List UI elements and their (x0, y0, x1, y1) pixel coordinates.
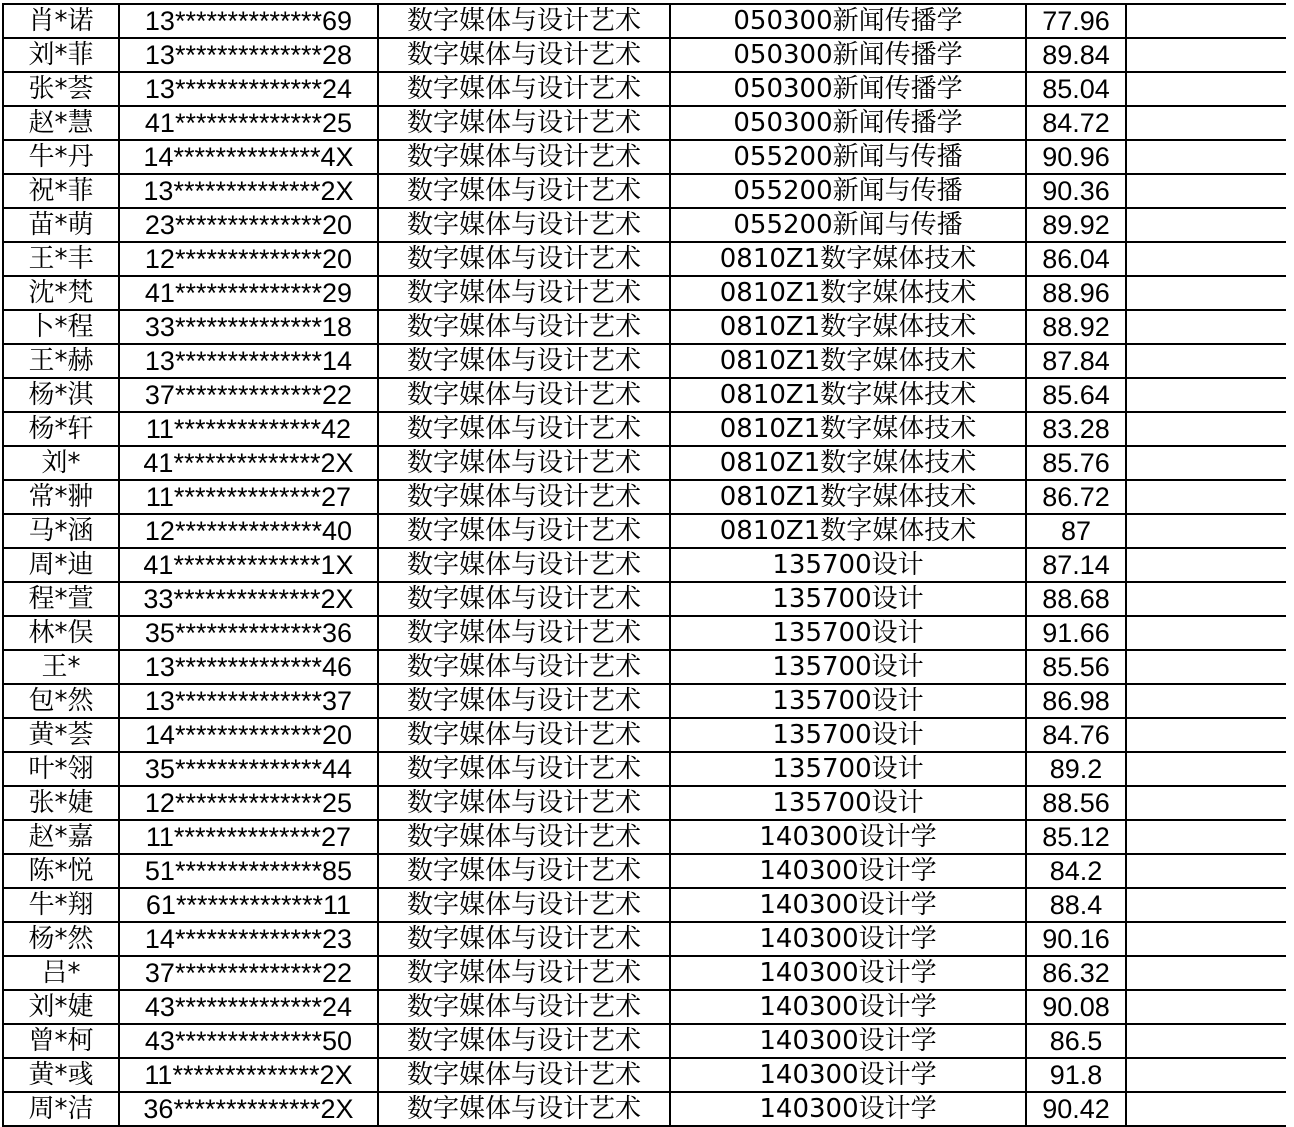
table-row (3, 548, 1286, 582)
id-number-cell: 33**************2X (119, 582, 378, 616)
student-name-cell: 程*萱 (3, 582, 119, 616)
score-cell: 86.5 (1026, 1024, 1126, 1058)
student-name-cell: 周*洁 (3, 1092, 119, 1126)
table-row (3, 310, 1286, 344)
score-cell: 88.96 (1026, 276, 1126, 310)
major-cell: 140300设计学 (670, 956, 1026, 990)
empty-cell (1126, 752, 1286, 786)
empty-cell (1126, 616, 1286, 650)
major-cell: 135700设计 (670, 718, 1026, 752)
table-row (3, 684, 1286, 718)
major-cell: 0810Z1数字媒体技术 (670, 412, 1026, 446)
empty-cell (1126, 446, 1286, 480)
empty-cell (1126, 582, 1286, 616)
score-cell: 85.64 (1026, 378, 1126, 412)
id-number-cell: 23**************20 (119, 208, 378, 242)
table-row (3, 718, 1286, 752)
major-cell: 135700设计 (670, 684, 1026, 718)
student-name-cell: 张*荟 (3, 72, 119, 106)
score-cell: 86.72 (1026, 480, 1126, 514)
table-row (3, 514, 1286, 548)
score-cell: 88.68 (1026, 582, 1126, 616)
student-name-cell: 张*婕 (3, 786, 119, 820)
table-row (3, 956, 1286, 990)
score-cell: 86.32 (1026, 956, 1126, 990)
empty-cell (1126, 378, 1286, 412)
major-cell: 140300设计学 (670, 820, 1026, 854)
empty-cell (1126, 990, 1286, 1024)
table-row (3, 174, 1286, 208)
table-row (3, 446, 1286, 480)
college-cell: 数字媒体与设计艺术 (378, 378, 670, 412)
table-body (3, 4, 1286, 1126)
major-cell: 0810Z1数字媒体技术 (670, 480, 1026, 514)
table-row (3, 752, 1286, 786)
student-name-cell: 卜*程 (3, 310, 119, 344)
major-cell: 0810Z1数字媒体技术 (670, 446, 1026, 480)
table-row (3, 242, 1286, 276)
score-cell: 91.66 (1026, 616, 1126, 650)
student-name-cell: 杨*淇 (3, 378, 119, 412)
id-number-cell: 11**************27 (119, 820, 378, 854)
table-row (3, 820, 1286, 854)
major-cell: 140300设计学 (670, 922, 1026, 956)
empty-cell (1126, 922, 1286, 956)
college-cell: 数字媒体与设计艺术 (378, 480, 670, 514)
student-name-cell: 赵*嘉 (3, 820, 119, 854)
score-cell: 90.08 (1026, 990, 1126, 1024)
id-number-cell: 12**************40 (119, 514, 378, 548)
student-name-cell: 赵*慧 (3, 106, 119, 140)
score-cell: 89.84 (1026, 38, 1126, 72)
empty-cell (1126, 718, 1286, 752)
id-number-cell: 35**************36 (119, 616, 378, 650)
empty-cell (1126, 38, 1286, 72)
college-cell: 数字媒体与设计艺术 (378, 140, 670, 174)
table-row (3, 412, 1286, 446)
table-row (3, 480, 1286, 514)
student-name-cell: 杨*轩 (3, 412, 119, 446)
id-number-cell: 13**************28 (119, 38, 378, 72)
empty-cell (1126, 140, 1286, 174)
college-cell: 数字媒体与设计艺术 (378, 514, 670, 548)
id-number-cell: 37**************22 (119, 956, 378, 990)
empty-cell (1126, 276, 1286, 310)
major-cell: 140300设计学 (670, 1092, 1026, 1126)
student-name-cell: 沈*梵 (3, 276, 119, 310)
table-row (3, 888, 1286, 922)
empty-cell (1126, 820, 1286, 854)
empty-cell (1126, 650, 1286, 684)
college-cell: 数字媒体与设计艺术 (378, 990, 670, 1024)
student-name-cell: 常*翀 (3, 480, 119, 514)
college-cell: 数字媒体与设计艺术 (378, 208, 670, 242)
id-number-cell: 33**************18 (119, 310, 378, 344)
college-cell: 数字媒体与设计艺术 (378, 412, 670, 446)
score-cell: 89.2 (1026, 752, 1126, 786)
major-cell: 055200新闻与传播 (670, 174, 1026, 208)
empty-cell (1126, 480, 1286, 514)
score-cell: 90.16 (1026, 922, 1126, 956)
score-cell: 88.92 (1026, 310, 1126, 344)
id-number-cell: 36**************2X (119, 1092, 378, 1126)
college-cell: 数字媒体与设计艺术 (378, 650, 670, 684)
table-row (3, 854, 1286, 888)
table-row (3, 922, 1286, 956)
score-cell: 87 (1026, 514, 1126, 548)
empty-cell (1126, 548, 1286, 582)
score-cell: 85.76 (1026, 446, 1126, 480)
major-cell: 050300新闻传播学 (670, 4, 1026, 38)
college-cell: 数字媒体与设计艺术 (378, 1058, 670, 1092)
major-cell: 055200新闻与传播 (670, 208, 1026, 242)
college-cell: 数字媒体与设计艺术 (378, 786, 670, 820)
score-cell: 90.96 (1026, 140, 1126, 174)
id-number-cell: 14**************20 (119, 718, 378, 752)
college-cell: 数字媒体与设计艺术 (378, 276, 670, 310)
student-name-cell: 王*丰 (3, 242, 119, 276)
student-name-cell: 吕* (3, 956, 119, 990)
table-row (3, 582, 1286, 616)
major-cell: 135700设计 (670, 650, 1026, 684)
id-number-cell: 14**************4X (119, 140, 378, 174)
id-number-cell: 13**************37 (119, 684, 378, 718)
empty-cell (1126, 786, 1286, 820)
score-cell: 85.04 (1026, 72, 1126, 106)
table-row (3, 1092, 1286, 1126)
student-name-cell: 包*然 (3, 684, 119, 718)
major-cell: 135700设计 (670, 616, 1026, 650)
major-cell: 0810Z1数字媒体技术 (670, 378, 1026, 412)
empty-cell (1126, 106, 1286, 140)
college-cell: 数字媒体与设计艺术 (378, 718, 670, 752)
student-name-cell: 林*俣 (3, 616, 119, 650)
id-number-cell: 12**************20 (119, 242, 378, 276)
id-number-cell: 43**************50 (119, 1024, 378, 1058)
college-cell: 数字媒体与设计艺术 (378, 72, 670, 106)
score-cell: 90.42 (1026, 1092, 1126, 1126)
table-row (3, 344, 1286, 378)
id-number-cell: 12**************25 (119, 786, 378, 820)
student-name-cell: 马*涵 (3, 514, 119, 548)
empty-cell (1126, 956, 1286, 990)
college-cell: 数字媒体与设计艺术 (378, 38, 670, 72)
id-number-cell: 11**************27 (119, 480, 378, 514)
college-cell: 数字媒体与设计艺术 (378, 242, 670, 276)
college-cell: 数字媒体与设计艺术 (378, 4, 670, 38)
score-cell: 87.14 (1026, 548, 1126, 582)
empty-cell (1126, 1058, 1286, 1092)
score-cell: 86.98 (1026, 684, 1126, 718)
table-row (3, 208, 1286, 242)
student-name-cell: 刘* (3, 446, 119, 480)
top-edge-mask (0, 0, 1294, 3)
student-name-cell: 杨*然 (3, 922, 119, 956)
table-row (3, 72, 1286, 106)
student-name-cell: 苗*萌 (3, 208, 119, 242)
student-name-cell: 刘*婕 (3, 990, 119, 1024)
empty-cell (1126, 888, 1286, 922)
table-row (3, 276, 1286, 310)
score-cell: 89.92 (1026, 208, 1126, 242)
college-cell: 数字媒体与设计艺术 (378, 616, 670, 650)
id-number-cell: 13**************2X (119, 174, 378, 208)
major-cell: 050300新闻传播学 (670, 106, 1026, 140)
score-cell: 85.12 (1026, 820, 1126, 854)
college-cell: 数字媒体与设计艺术 (378, 956, 670, 990)
college-cell: 数字媒体与设计艺术 (378, 820, 670, 854)
table-row (3, 38, 1286, 72)
id-number-cell: 13**************46 (119, 650, 378, 684)
major-cell: 140300设计学 (670, 990, 1026, 1024)
college-cell: 数字媒体与设计艺术 (378, 752, 670, 786)
id-number-cell: 61**************11 (119, 888, 378, 922)
college-cell: 数字媒体与设计艺术 (378, 1092, 670, 1126)
college-cell: 数字媒体与设计艺术 (378, 922, 670, 956)
empty-cell (1126, 684, 1286, 718)
empty-cell (1126, 1024, 1286, 1058)
empty-cell (1126, 174, 1286, 208)
empty-cell (1126, 344, 1286, 378)
id-number-cell: 11**************2X (119, 1058, 378, 1092)
student-name-cell: 王* (3, 650, 119, 684)
college-cell: 数字媒体与设计艺术 (378, 888, 670, 922)
empty-cell (1126, 514, 1286, 548)
score-cell: 90.36 (1026, 174, 1126, 208)
student-name-cell: 祝*菲 (3, 174, 119, 208)
score-cell: 77.96 (1026, 4, 1126, 38)
id-number-cell: 41**************1X (119, 548, 378, 582)
student-name-cell: 黄*荟 (3, 718, 119, 752)
score-cell: 88.56 (1026, 786, 1126, 820)
empty-cell (1126, 4, 1286, 38)
empty-cell (1126, 208, 1286, 242)
id-number-cell: 51**************85 (119, 854, 378, 888)
major-cell: 140300设计学 (670, 1058, 1026, 1092)
student-name-cell: 肖*诺 (3, 4, 119, 38)
empty-cell (1126, 1092, 1286, 1126)
score-cell: 84.72 (1026, 106, 1126, 140)
id-number-cell: 41**************29 (119, 276, 378, 310)
score-cell: 88.4 (1026, 888, 1126, 922)
college-cell: 数字媒体与设计艺术 (378, 582, 670, 616)
empty-cell (1126, 854, 1286, 888)
major-cell: 140300设计学 (670, 888, 1026, 922)
student-name-cell: 叶*翎 (3, 752, 119, 786)
admission-list-table (2, 3, 1286, 1127)
student-name-cell: 王*赫 (3, 344, 119, 378)
college-cell: 数字媒体与设计艺术 (378, 174, 670, 208)
table-row (3, 106, 1286, 140)
id-number-cell: 13**************24 (119, 72, 378, 106)
score-cell: 87.84 (1026, 344, 1126, 378)
table-row (3, 378, 1286, 412)
major-cell: 0810Z1数字媒体技术 (670, 310, 1026, 344)
college-cell: 数字媒体与设计艺术 (378, 310, 670, 344)
major-cell: 050300新闻传播学 (670, 72, 1026, 106)
college-cell: 数字媒体与设计艺术 (378, 446, 670, 480)
id-number-cell: 13**************69 (119, 4, 378, 38)
table-row (3, 1024, 1286, 1058)
score-cell: 84.2 (1026, 854, 1126, 888)
major-cell: 0810Z1数字媒体技术 (670, 242, 1026, 276)
table-row (3, 990, 1286, 1024)
major-cell: 0810Z1数字媒体技术 (670, 344, 1026, 378)
student-name-cell: 陈*悦 (3, 854, 119, 888)
table-row (3, 616, 1286, 650)
score-cell: 86.04 (1026, 242, 1126, 276)
major-cell: 135700设计 (670, 548, 1026, 582)
score-cell: 84.76 (1026, 718, 1126, 752)
empty-cell (1126, 310, 1286, 344)
id-number-cell: 41**************2X (119, 446, 378, 480)
table-row (3, 1058, 1286, 1092)
id-number-cell: 37**************22 (119, 378, 378, 412)
score-cell: 85.56 (1026, 650, 1126, 684)
empty-cell (1126, 242, 1286, 276)
id-number-cell: 35**************44 (119, 752, 378, 786)
table-row (3, 786, 1286, 820)
empty-cell (1126, 72, 1286, 106)
college-cell: 数字媒体与设计艺术 (378, 1024, 670, 1058)
major-cell: 135700设计 (670, 582, 1026, 616)
major-cell: 055200新闻与传播 (670, 140, 1026, 174)
id-number-cell: 13**************14 (119, 344, 378, 378)
major-cell: 135700设计 (670, 752, 1026, 786)
student-name-cell: 周*迪 (3, 548, 119, 582)
score-cell: 83.28 (1026, 412, 1126, 446)
major-cell: 0810Z1数字媒体技术 (670, 514, 1026, 548)
college-cell: 数字媒体与设计艺术 (378, 548, 670, 582)
empty-cell (1126, 412, 1286, 446)
student-name-cell: 曾*柯 (3, 1024, 119, 1058)
id-number-cell: 43**************24 (119, 990, 378, 1024)
score-cell: 91.8 (1026, 1058, 1126, 1092)
student-name-cell: 黄*彧 (3, 1058, 119, 1092)
major-cell: 050300新闻传播学 (670, 38, 1026, 72)
college-cell: 数字媒体与设计艺术 (378, 106, 670, 140)
table-row (3, 4, 1286, 38)
id-number-cell: 11**************42 (119, 412, 378, 446)
major-cell: 0810Z1数字媒体技术 (670, 276, 1026, 310)
table-row (3, 650, 1286, 684)
id-number-cell: 14**************23 (119, 922, 378, 956)
id-number-cell: 41**************25 (119, 106, 378, 140)
student-name-cell: 刘*菲 (3, 38, 119, 72)
major-cell: 140300设计学 (670, 854, 1026, 888)
student-name-cell: 牛*丹 (3, 140, 119, 174)
major-cell: 135700设计 (670, 786, 1026, 820)
table-row (3, 140, 1286, 174)
major-cell: 140300设计学 (670, 1024, 1026, 1058)
college-cell: 数字媒体与设计艺术 (378, 344, 670, 378)
student-name-cell: 牛*翔 (3, 888, 119, 922)
college-cell: 数字媒体与设计艺术 (378, 854, 670, 888)
college-cell: 数字媒体与设计艺术 (378, 684, 670, 718)
